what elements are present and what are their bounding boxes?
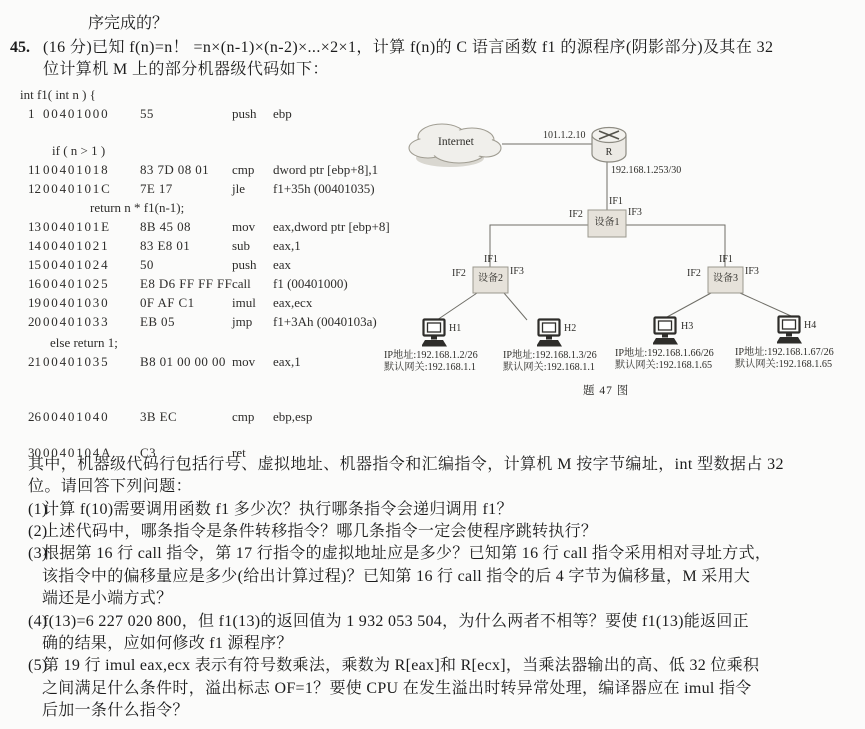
host-h3-label: H3 — [681, 320, 694, 332]
question-4-cont: 确的结果，应如何修改 f1 源程序？ — [42, 635, 293, 653]
code-and-figure-region — [0, 82, 865, 460]
host-h4-ip: IP地址:192.168.1.67/26 — [735, 346, 834, 358]
question-5-cont: 之间满足什么条件时，溢出标志 OF=1？要使 CPU 在发生溢出时转异常处理，编译器应在 imul 指令 — [42, 679, 752, 697]
host-h4-addressing — [735, 347, 834, 371]
host-h2-ip: IP地址:192.168.1.3/26 — [503, 349, 597, 361]
router-lan-ip-label: 192.168.1.253/30 — [611, 164, 682, 176]
link-device2-h2 — [504, 293, 527, 320]
para-line-1: 其中，机器级代码行包括行号、虚拟地址、机器指令和汇编指令，计算机 M 按字节编址，int 型数据占 32 — [28, 455, 784, 473]
link-device3-h4 — [740, 293, 791, 316]
question-3-cont: 端还是小端方式？ — [42, 590, 173, 608]
device2-if1-label: IF1 — [484, 253, 498, 265]
asm-line-11: 11 00401018 83 7D 08 01 cmp dword ptr [ebp+8],1 — [28, 161, 379, 177]
device2-if3-label: IF3 — [510, 265, 524, 277]
device3-if3-label: IF3 — [745, 265, 759, 277]
device1-if2-label: IF2 — [569, 208, 583, 220]
para-line-2: 位。请回答下列问题： — [28, 478, 193, 496]
device3-if1-label: IF1 — [719, 253, 733, 265]
computer-icon — [536, 319, 562, 346]
question-5: (5)第 19 行 imul eax,ecx 表示有符号数乘法，乘数为 R[eax]和 R[ecx]，当乘法器输出的高、低 32 位乘积 — [28, 657, 760, 675]
previous-question-fragment: 序完成的？ — [88, 15, 169, 32]
host-h3-ip: IP地址:192.168.1.66/26 — [615, 347, 714, 359]
host-h4-gateway: 默认网关:192.168.1.65 — [735, 358, 833, 370]
link-device1-device3 — [626, 225, 725, 267]
question-1: (1)计算 f(10)需要调用函数 f1 多少次？执行哪条指令会递归调用 f1？ — [28, 500, 513, 518]
computer-icon — [421, 319, 447, 346]
internet-label: Internet — [438, 135, 474, 148]
host-h1-ip: IP地址:192.168.1.2/26 — [384, 349, 478, 361]
sub-questions — [28, 499, 865, 723]
asm-line-19: 19 00401030 0F AF C1 imul eax,ecx — [28, 294, 313, 310]
asm-line-13: 13 0040101E 8B 45 08 mov eax,dword ptr [ebp+8] — [28, 218, 390, 234]
link-device3-h3 — [667, 293, 711, 317]
asm-line-20: 20 00401033 EB 05 jmp f1+3Ah (0040103a) — [28, 313, 377, 329]
intro-line-1: (16 分)已知 f(n)=n！ =n×(n-1)×(n-2)×...×2×1，计算 f(n)的 C 语言函数 f1 的源程序(阴影部分)及其在 32 — [43, 39, 774, 56]
host-h1-gateway: 默认网关:192.168.1.1 — [384, 361, 476, 373]
device1-label: 设备1 — [594, 216, 620, 228]
asm-line-26: 26 00401040 3B EC cmp ebp,esp — [28, 408, 313, 424]
question-4: (4)f(13)=6 227 020 800，但 f1(13)的返回值为 1 932 053 504，为什么两者不相等？要使 f1(13)能返回正 — [28, 612, 749, 630]
link-device1-device2 — [490, 225, 588, 267]
question-3: (3)根据第 16 行 call 指令，第 17 行指令的虚拟地址应是多少？已知第 16 行 call 指令采用相对寻址方式， — [28, 545, 772, 563]
c-source-line: if ( n > 1 ) — [52, 142, 106, 158]
host-h2-addressing — [503, 350, 597, 374]
host-h4-label: H4 — [804, 319, 817, 331]
computer-icon — [776, 316, 802, 343]
device3-label: 设备3 — [713, 272, 738, 284]
c-source-line: return n * f1(n-1); — [90, 199, 185, 215]
asm-line-16: 16 00401025 E8 D6 FF FF FFcall f1 (00401000) — [28, 275, 348, 291]
c-source-line: int f1( int n ) { — [20, 86, 96, 102]
device1-if3-label: IF3 — [628, 206, 642, 218]
host-h3-gateway: 默认网关:192.168.1.65 — [615, 359, 713, 371]
question-45-header — [0, 37, 865, 82]
link-device2-h1 — [437, 293, 477, 320]
question-5-cont: 后加一条什么指令？ — [42, 702, 189, 720]
figure-caption: 题 47 图 — [583, 384, 630, 397]
question-number: 45. — [10, 39, 30, 56]
asm-line-1: 1 00401000 55 push ebp — [28, 105, 292, 121]
question-3-cont: 该指令中的偏移量应是多少(给出计算过程)？已知第 16 行 call 指令的后 4 字节为偏移量，M 采用大 — [42, 567, 751, 585]
intro-line-2: 位计算机 M 上的部分机器级代码如下： — [43, 61, 329, 79]
host-h1-label: H1 — [449, 322, 462, 334]
device2-label: 设备2 — [478, 272, 503, 284]
asm-line-21: 21 00401035 B8 01 00 00 00 mov eax,1 — [28, 353, 301, 369]
host-h1-addressing — [384, 350, 478, 374]
c-source-line: else return 1; — [50, 334, 118, 350]
device1-if1-label: IF1 — [609, 195, 623, 207]
asm-line-30: 30 0040104A C3 ret — [28, 444, 246, 460]
wan-ip-label: 101.1.2.10 — [543, 129, 586, 141]
host-h2-label: H2 — [564, 322, 577, 334]
asm-line-14: 14 00401021 83 E8 01 sub eax,1 — [28, 237, 301, 253]
assembly-listing — [20, 85, 390, 462]
router-label: R — [605, 146, 613, 158]
host-h2-gateway: 默认网关:192.168.1.1 — [503, 361, 595, 373]
host-h3-addressing — [615, 348, 714, 372]
asm-line-12: 12 0040101C 7E 17 jle f1+35h (00401035) — [28, 180, 375, 196]
computer-icon — [652, 317, 678, 344]
asm-line-15: 15 00401024 50 push eax — [28, 256, 292, 272]
question-2: (2)上述代码中，哪条指令是条件转移指令？哪几条指令一定会使程序跳转执行？ — [28, 523, 598, 541]
device2-if2-label: IF2 — [452, 267, 466, 279]
network-diagram — [380, 110, 865, 410]
device3-if2-label: IF2 — [687, 267, 701, 279]
